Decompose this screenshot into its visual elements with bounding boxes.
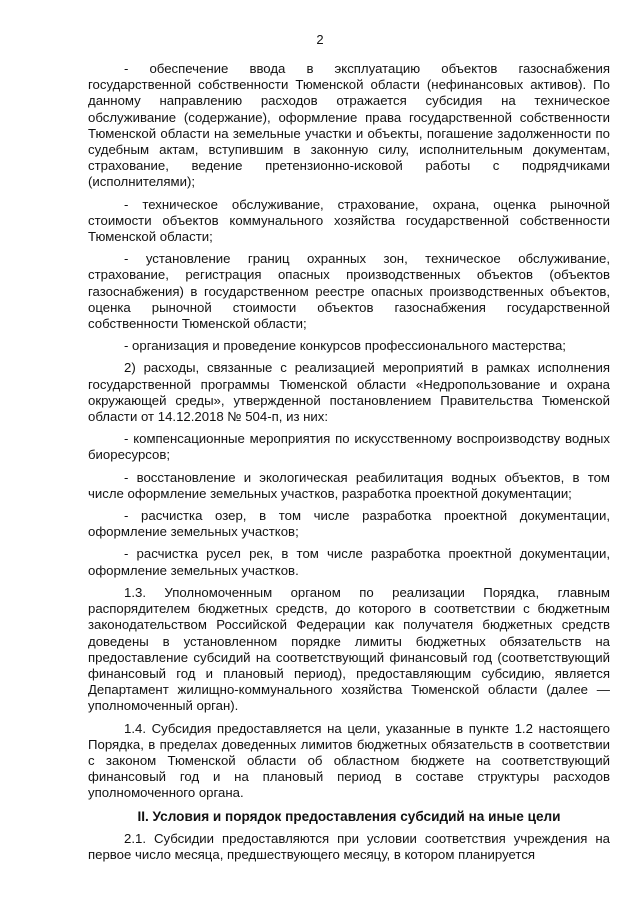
paragraph-subsidy-purposes: 1.4. Субсидия предоставляется на цели, указанные в пункте 1.2 настоящего Порядка, в пределах доведенных лимитов бюджетных обязательств в соответствии с законом Тюменской области об областном бюджете на соответствующий финансовый год и на плановый период в составе структуры расходов уполномоченного органа. — [88, 720, 610, 801]
paragraph-subsidy-conditions: 2.1. Субсидии предоставляются при условии соответствия учреждения на первое число месяца, предшествующего месяцу, в котором планируется — [88, 830, 610, 862]
document-body — [88, 61, 610, 869]
paragraph-authorized-body: 1.3. Уполномоченным органом по реализации Порядка, главным распорядителем бюджетных средств, до которого в соответствии с бюджетным законодательством Российской Федерации как получателя бюджетных средств доведены в установленном порядке лимиты бюджетных обязательств на предоставление субсидий на соответствующий финансовый год (соответствующий финансовый год и плановый период), предоставляющим субсидию, является Департамент жилищно-коммунального хозяйства Тюменской области (далее — уполномоченный орган). — [88, 584, 610, 714]
paragraph-skills-contests: - организация и проведение конкурсов профессионального мастерства; — [124, 338, 566, 354]
paragraph-water-rehabilitation: - восстановление и экологическая реабилитация водных объектов, в том числе оформление земельных участков, разработка проектной документации; — [88, 469, 610, 501]
paragraph-communal-maintenance: - техническое обслуживание, страхование, охрана, оценка рыночной стоимости объектов коммунального хозяйства государственной собственности Тюменской области; — [88, 196, 610, 245]
paragraph-subsoil-program-expenses: 2) расходы, связанные с реализацией мероприятий в рамках исполнения государственной программы Тюменской области «Недропользование и охрана окружающей среды», утвержденной постановлением Правительства Тюменской области от 14.12.2018 № 504-п, из них: — [88, 360, 610, 425]
paragraph-riverbed-clearing: - расчистка русел рек, в том числе разработка проектной документации, оформление земельных участков. — [88, 546, 610, 578]
paragraph-gas-supply-commissioning: - обеспечение ввода в эксплуатацию объектов газоснабжения государственной собственности Тюменской области (нефинансовых активов). По данному направлению расходов отражается субсидия на техническое обслуживание (содержание), оформление права государственной собственности Тюменской области на земельные участки и объекты, погашение задолженности по судебным актам, вступившим в законную силу, исполнительным документам, страхование, ведение претензионно-исковой работы с подрядчиками (исполнителями); — [88, 61, 610, 190]
paragraph-lake-clearing: - расчистка озер, в том числе разработка проектной документации, оформление земельных участков; — [88, 508, 610, 540]
paragraph-bioresources-compensation: - компенсационные мероприятия по искусственному воспроизводству водных биоресурсов; — [88, 431, 610, 463]
page-number: 2 — [316, 32, 324, 47]
paragraph-protection-zones: - установление границ охранных зон, техническое обслуживание, страхование, регистрация опасных производственных объектов (объектов газоснабжения) в государственном реестре опасных производственных объектов, оценка рыночной стоимости объектов газоснабжения государственной собственности Тюменской области; — [88, 251, 610, 332]
section-heading: II. Условия и порядок предоставления субсидий на иные цели — [137, 808, 561, 824]
